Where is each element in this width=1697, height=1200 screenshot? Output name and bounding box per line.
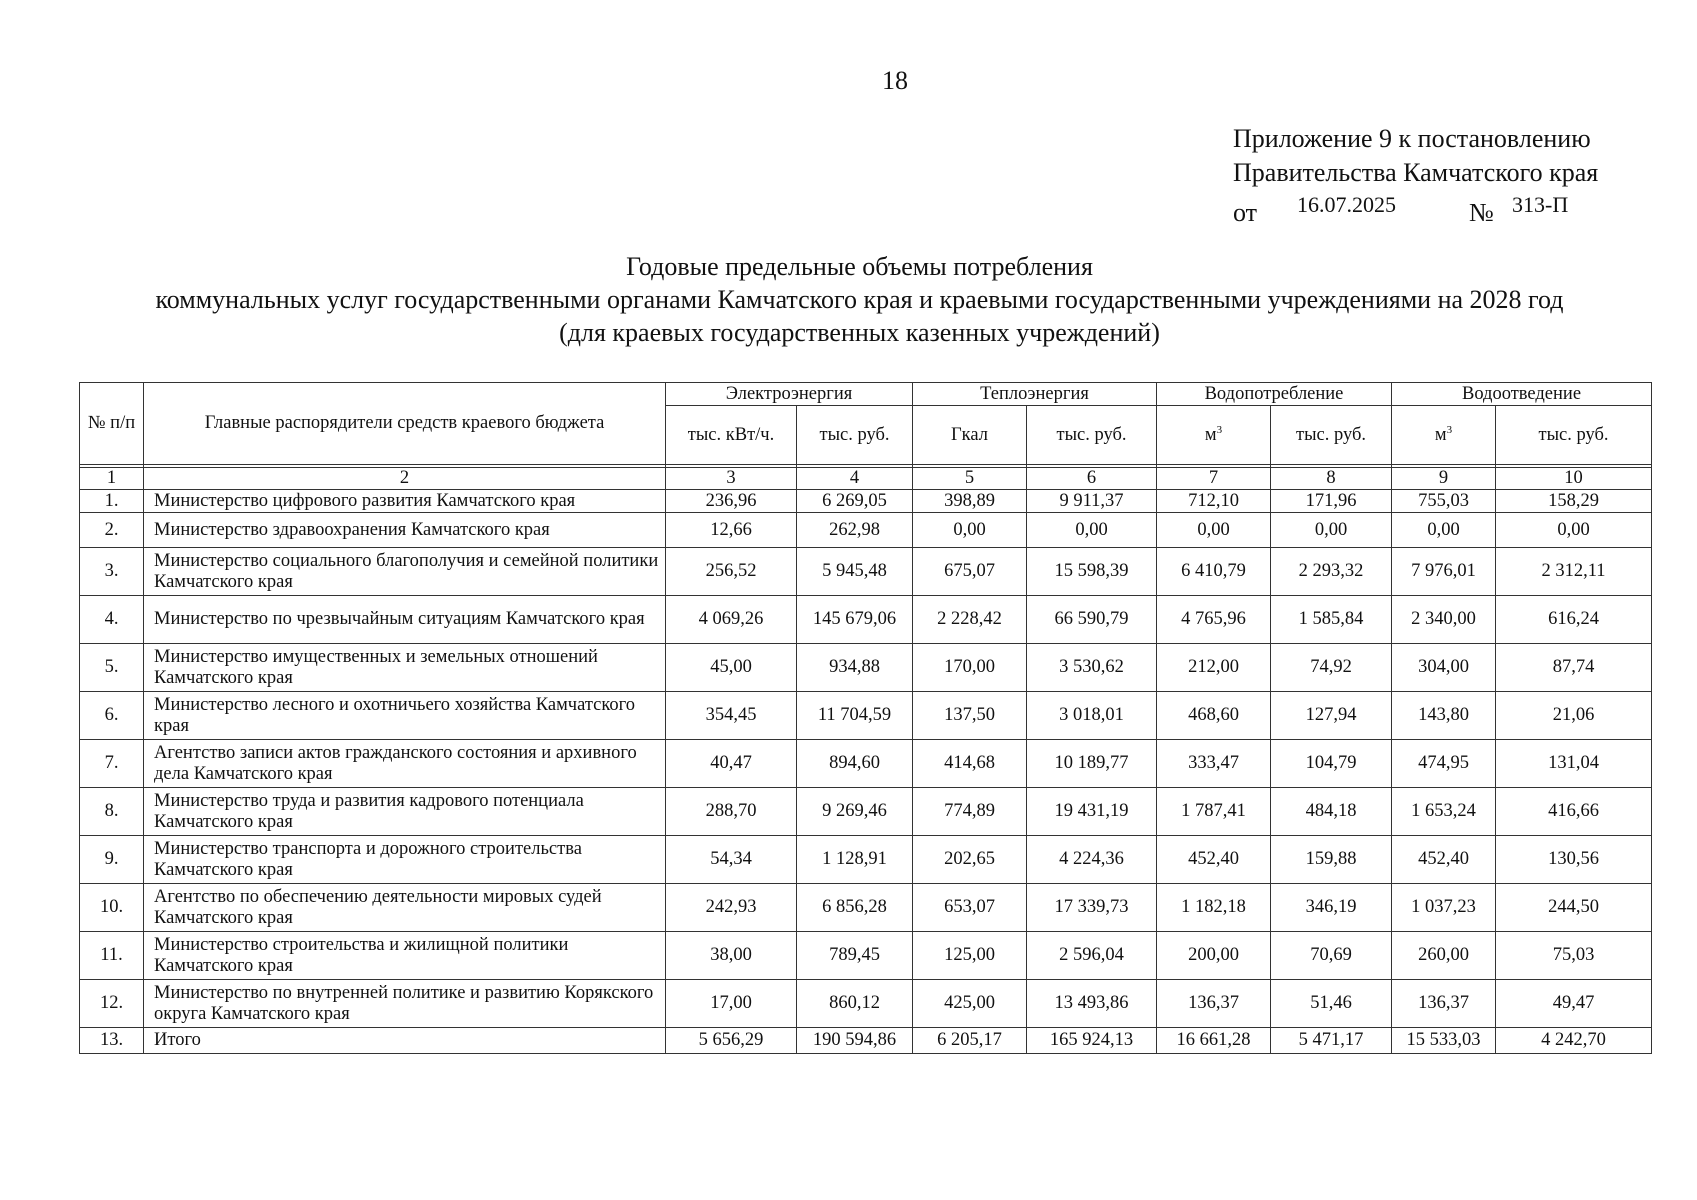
row-value: 127,94	[1271, 692, 1392, 740]
table-row	[80, 740, 1652, 788]
row-value: 70,69	[1271, 932, 1392, 980]
resolution-date: 16.07.2025	[1297, 192, 1396, 217]
header-unit: Гкал	[913, 406, 1027, 465]
row-value: 755,03	[1392, 490, 1496, 513]
row-value: 304,00	[1392, 644, 1496, 692]
row-value: 170,00	[913, 644, 1027, 692]
row-value: 159,88	[1271, 836, 1392, 884]
row-number: 13.	[80, 1028, 144, 1054]
row-name: Министерство цифрового развития Камчатского края	[144, 490, 666, 513]
row-value: 4 224,36	[1027, 836, 1157, 884]
table-row	[80, 836, 1652, 884]
row-value: 6 269,05	[797, 490, 913, 513]
row-value: 165 924,13	[1027, 1028, 1157, 1054]
row-value: 242,93	[666, 884, 797, 932]
row-value: 244,50	[1496, 884, 1652, 932]
header-group-electricity: Электроэнергия	[666, 383, 913, 406]
row-value: 789,45	[797, 932, 913, 980]
row-name: Министерство труда и развития кадрового потенциала Камчатского края	[144, 788, 666, 836]
row-value: 136,37	[1392, 980, 1496, 1028]
row-name: Министерство социального благополучия и семейной политики Камчатского края	[144, 548, 666, 596]
row-name: Итого	[144, 1028, 666, 1054]
column-index: 2	[144, 468, 666, 490]
column-index: 5	[913, 468, 1027, 490]
row-value: 212,00	[1157, 644, 1271, 692]
row-value: 17,00	[666, 980, 797, 1028]
row-value: 5 945,48	[797, 548, 913, 596]
row-value: 452,40	[1392, 836, 1496, 884]
header-unit: тыс. кВт/ч.	[666, 406, 797, 465]
column-index: 6	[1027, 468, 1157, 490]
row-value: 7 976,01	[1392, 548, 1496, 596]
column-index: 10	[1496, 468, 1652, 490]
row-value: 15 533,03	[1392, 1028, 1496, 1054]
row-value: 13 493,86	[1027, 980, 1157, 1028]
row-value: 1 653,24	[1392, 788, 1496, 836]
row-value: 4 069,26	[666, 596, 797, 644]
column-index: 8	[1271, 468, 1392, 490]
row-value: 10 189,77	[1027, 740, 1157, 788]
header-unit: тыс. руб.	[1496, 406, 1652, 465]
row-value: 860,12	[797, 980, 913, 1028]
table-row	[80, 596, 1652, 644]
column-index-row	[80, 468, 1652, 490]
row-number: 5.	[80, 644, 144, 692]
unit-m: м	[1434, 424, 1447, 445]
row-name: Министерство по внутренней политике и развитию Корякского округа Камчатского края	[144, 980, 666, 1028]
row-value: 190 594,86	[797, 1028, 913, 1054]
row-value: 131,04	[1496, 740, 1652, 788]
row-value: 66 590,79	[1027, 596, 1157, 644]
resolution-number: 313-П	[1512, 192, 1569, 217]
row-value: 1 787,41	[1157, 788, 1271, 836]
row-value: 774,89	[913, 788, 1027, 836]
row-value: 49,47	[1496, 980, 1652, 1028]
header-unit: тыс. руб.	[1027, 406, 1157, 465]
row-value: 137,50	[913, 692, 1027, 740]
row-number: 10.	[80, 884, 144, 932]
row-value: 484,18	[1271, 788, 1392, 836]
row-value: 5 656,29	[666, 1028, 797, 1054]
row-value: 200,00	[1157, 932, 1271, 980]
row-number: 3.	[80, 548, 144, 596]
row-number: 6.	[80, 692, 144, 740]
row-value: 125,00	[913, 932, 1027, 980]
row-value: 54,34	[666, 836, 797, 884]
row-value: 6 856,28	[797, 884, 913, 932]
header-unit: тыс. руб.	[797, 406, 913, 465]
row-value: 0,00	[1392, 513, 1496, 548]
table-row	[80, 548, 1652, 596]
row-value: 21,06	[1496, 692, 1652, 740]
row-value: 1 128,91	[797, 836, 913, 884]
row-name: Министерство здравоохранения Камчатского края	[144, 513, 666, 548]
row-value: 45,00	[666, 644, 797, 692]
appendix-reference	[1233, 190, 1598, 227]
row-value: 158,29	[1496, 490, 1652, 513]
appendix-line-2: Правительства Камчатского края	[1233, 158, 1599, 187]
row-value: 1 037,23	[1392, 884, 1496, 932]
header-group-heat: Теплоэнергия	[913, 383, 1157, 406]
row-number: 1.	[80, 490, 144, 513]
row-value: 262,98	[797, 513, 913, 548]
unit-superscript: 3	[1216, 423, 1223, 436]
row-value: 468,60	[1157, 692, 1271, 740]
title-line-3: (для краевых государственных казенных учреждений)	[559, 318, 1160, 347]
row-value: 17 339,73	[1027, 884, 1157, 932]
row-value: 5 471,17	[1271, 1028, 1392, 1054]
row-value: 333,47	[1157, 740, 1271, 788]
column-index: 1	[80, 468, 144, 490]
table-row	[80, 788, 1652, 836]
row-value: 675,07	[913, 548, 1027, 596]
row-value: 136,37	[1157, 980, 1271, 1028]
row-value: 425,00	[913, 980, 1027, 1028]
row-number: 4.	[80, 596, 144, 644]
row-value: 12,66	[666, 513, 797, 548]
header-unit: тыс. руб.	[1271, 406, 1392, 465]
table-row	[80, 884, 1652, 932]
row-name: Министерство строительства и жилищной политики Камчатского края	[144, 932, 666, 980]
row-value: 452,40	[1157, 836, 1271, 884]
column-index: 3	[666, 468, 797, 490]
unit-superscript: 3	[1446, 423, 1453, 436]
table-row	[80, 513, 1652, 548]
number-sign: №	[1469, 198, 1494, 227]
row-value: 653,07	[913, 884, 1027, 932]
row-value: 74,92	[1271, 644, 1392, 692]
table-row	[80, 932, 1652, 980]
row-number: 11.	[80, 932, 144, 980]
row-value: 0,00	[1157, 513, 1271, 548]
table-row	[80, 490, 1652, 513]
column-index: 9	[1392, 468, 1496, 490]
row-value: 171,96	[1271, 490, 1392, 513]
row-value: 2 312,11	[1496, 548, 1652, 596]
row-number: 8.	[80, 788, 144, 836]
column-index: 4	[797, 468, 913, 490]
row-value: 0,00	[1496, 513, 1652, 548]
row-value: 87,74	[1496, 644, 1652, 692]
document-title	[78, 250, 1641, 349]
row-value: 4 242,70	[1496, 1028, 1652, 1054]
header-unit	[1157, 406, 1271, 465]
row-value: 416,66	[1496, 788, 1652, 836]
row-value: 15 598,39	[1027, 548, 1157, 596]
header-name: Главные распорядители средств краевого бюджета	[144, 383, 666, 465]
row-value: 19 431,19	[1027, 788, 1157, 836]
header-group-water-disposal: Водоотведение	[1392, 383, 1652, 406]
row-value: 354,45	[666, 692, 797, 740]
row-value: 145 679,06	[797, 596, 913, 644]
row-name: Агентство записи актов гражданского состояния и архивного дела Камчатского края	[144, 740, 666, 788]
row-value: 0,00	[913, 513, 1027, 548]
row-name: Министерство по чрезвычайным ситуациям Камчатского края	[144, 596, 666, 644]
row-name: Министерство транспорта и дорожного строительства Камчатского края	[144, 836, 666, 884]
row-value: 3 018,01	[1027, 692, 1157, 740]
row-value: 75,03	[1496, 932, 1652, 980]
row-value: 414,68	[913, 740, 1027, 788]
row-value: 894,60	[797, 740, 913, 788]
row-value: 616,24	[1496, 596, 1652, 644]
row-value: 38,00	[666, 932, 797, 980]
row-value: 6 410,79	[1157, 548, 1271, 596]
row-value: 4 765,96	[1157, 596, 1271, 644]
row-value: 2 293,32	[1271, 548, 1392, 596]
page-number: 18	[882, 66, 908, 95]
row-value: 6 205,17	[913, 1028, 1027, 1054]
row-value: 0,00	[1271, 513, 1392, 548]
header-unit	[1392, 406, 1496, 465]
row-name: Агентство по обеспечению деятельности мировых судей Камчатского края	[144, 884, 666, 932]
row-value: 9 911,37	[1027, 490, 1157, 513]
row-number: 2.	[80, 513, 144, 548]
row-number: 12.	[80, 980, 144, 1028]
row-number: 9.	[80, 836, 144, 884]
unit-m: м	[1204, 424, 1217, 445]
row-value: 130,56	[1496, 836, 1652, 884]
row-value: 9 269,46	[797, 788, 913, 836]
row-value: 260,00	[1392, 932, 1496, 980]
header-group-water-supply: Водопотребление	[1157, 383, 1392, 406]
table-row	[80, 692, 1652, 740]
row-value: 0,00	[1027, 513, 1157, 548]
appendix-line-1: Приложение 9 к постановлению	[1233, 124, 1591, 153]
row-value: 11 704,59	[797, 692, 913, 740]
title-line-1: Годовые предельные объемы потребления	[626, 252, 1093, 281]
row-value: 40,47	[666, 740, 797, 788]
title-line-2: коммунальных услуг государственными органами Камчатского края и краевыми государственными учреждениями на 2028 год	[155, 285, 1564, 314]
row-value: 256,52	[666, 548, 797, 596]
row-value: 2 340,00	[1392, 596, 1496, 644]
column-index: 7	[1157, 468, 1271, 490]
row-value: 143,80	[1392, 692, 1496, 740]
ot-label: от	[1233, 198, 1258, 227]
table-row	[80, 644, 1652, 692]
row-value: 934,88	[797, 644, 913, 692]
row-value: 2 596,04	[1027, 932, 1157, 980]
row-value: 2 228,42	[913, 596, 1027, 644]
header-num: № п/п	[80, 383, 144, 465]
row-value: 346,19	[1271, 884, 1392, 932]
appendix-block	[1233, 122, 1599, 227]
row-name: Министерство лесного и охотничьего хозяйства Камчатского края	[144, 692, 666, 740]
row-value: 474,95	[1392, 740, 1496, 788]
row-value: 202,65	[913, 836, 1027, 884]
row-value: 236,96	[666, 490, 797, 513]
table-row	[80, 1028, 1652, 1054]
table-row	[80, 980, 1652, 1028]
row-value: 1 585,84	[1271, 596, 1392, 644]
row-value: 288,70	[666, 788, 797, 836]
row-value: 3 530,62	[1027, 644, 1157, 692]
header-row-groups	[80, 383, 1652, 406]
row-name: Министерство имущественных и земельных отношений Камчатского края	[144, 644, 666, 692]
consumption-table	[79, 382, 1652, 1054]
row-value: 1 182,18	[1157, 884, 1271, 932]
row-number: 7.	[80, 740, 144, 788]
row-value: 398,89	[913, 490, 1027, 513]
row-value: 51,46	[1271, 980, 1392, 1028]
row-value: 712,10	[1157, 490, 1271, 513]
row-value: 104,79	[1271, 740, 1392, 788]
row-value: 16 661,28	[1157, 1028, 1271, 1054]
